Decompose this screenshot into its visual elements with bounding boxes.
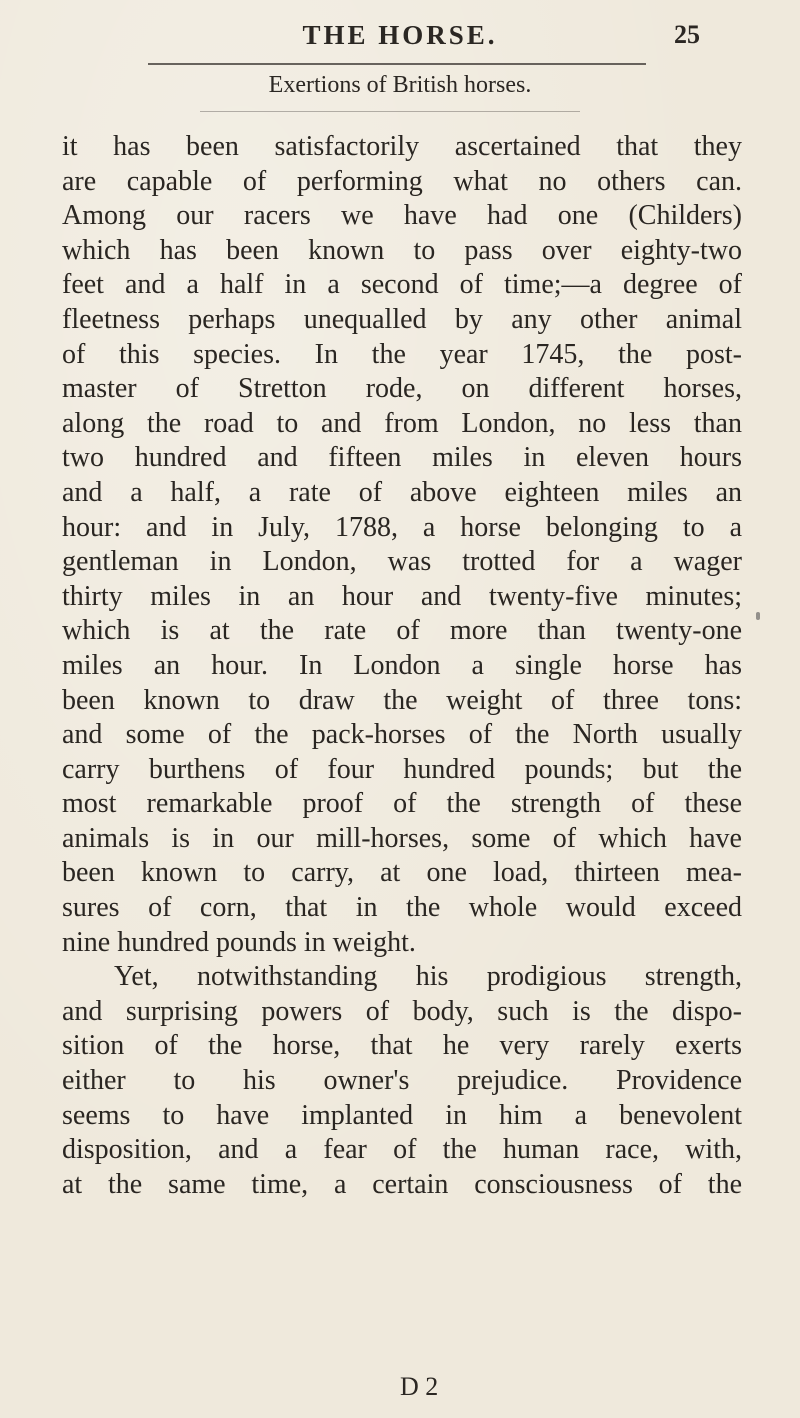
text-line: sures of corn, that in the whole would exceed [62,892,742,924]
text-line: of this species. In the year 1745, the post- [62,338,742,370]
text-line: been known to draw the weight of three tons: [62,684,742,716]
text-line: sition of the horse, that he very rarely exerts [62,1030,742,1062]
text-line: animals is in our mill-horses, some of which have [62,822,742,854]
running-title: THE HORSE. [302,20,498,50]
text-line: seems to have implanted in him a benevolent [62,1099,742,1131]
text-line: miles an hour. In London a single horse has [62,649,742,681]
body-text [62,130,742,1202]
text-line: Among our racers we have had one (Childers) [62,200,742,232]
text-line: which is at the rate of more than twenty-one [62,615,742,647]
text-line: fleetness perhaps unequalled by any other animal [62,303,742,335]
heading-rule [200,111,580,112]
text-line: been known to carry, at one load, thirteen mea- [62,857,742,889]
text-line: and surprising powers of body, such is the dispo- [62,995,742,1027]
signature-mark: D 2 [400,1372,439,1401]
text-line: which has been known to pass over eighty-two [62,234,742,266]
running-head [0,20,800,60]
text-line: feet and a half in a second of time;—a degree of [62,269,742,301]
text-line: most remarkable proof of the strength of these [62,788,742,820]
text-line: two hundred and fifteen miles in eleven hours [62,442,742,474]
text-line: hour: and in July, 1788, a horse belonging to a [62,511,742,543]
text-line: disposition, and a fear of the human race, with, [62,1134,742,1166]
section-heading: Exertions of British horses. [268,72,532,98]
text-line: thirty miles in an hour and twenty-five minutes; [62,580,742,612]
text-line: nine hundred pounds in weight. [62,926,416,958]
page-number: 25 [674,20,700,49]
text-line: and some of the pack-horses of the North usually [62,719,742,751]
text-line: are capable of performing what no others can. [62,165,742,197]
text-line: at the same time, a certain consciousness of the [62,1168,742,1200]
paragraph-start-line: Yet, notwithstanding his prodigious strength, [114,961,742,993]
text-line: gentleman in London, was trotted for a wager [62,546,742,578]
text-line: master of Stretton rode, on different horses, [62,373,742,405]
text-line: carry burthens of four hundred pounds; but the [62,753,742,785]
text-line: it has been satisfactorily ascertained that they [62,131,742,162]
text-line: either to his owner's prejudice. Providence [62,1065,742,1097]
header-rule [148,63,646,65]
ink-speck [756,612,760,620]
text-line: along the road to and from London, no less than [62,407,742,439]
text-line: and a half, a rate of above eighteen miles an [62,476,742,508]
